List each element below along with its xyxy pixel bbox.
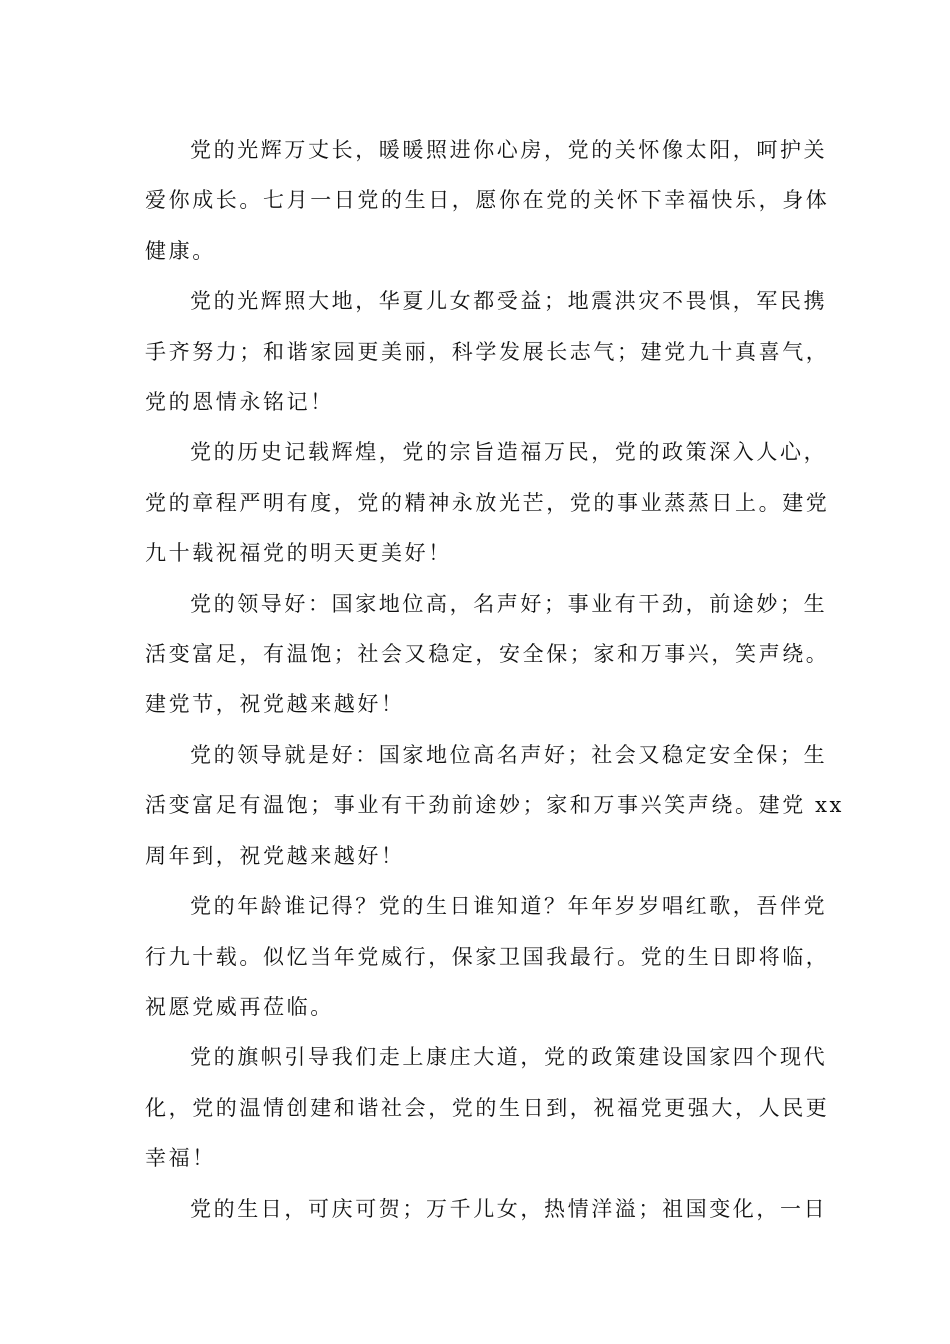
paragraph bbox=[145, 276, 830, 427]
text-line: 党的光辉万丈长，暖暖照进你心房，党的关怀像太阳，呵护关 bbox=[190, 138, 828, 162]
text-line: 建党节，祝党越来越好！ bbox=[145, 692, 405, 717]
paragraph bbox=[145, 730, 844, 881]
paragraph bbox=[145, 427, 830, 578]
text-line: 健康。 bbox=[145, 238, 216, 263]
paragraph bbox=[145, 881, 830, 1032]
text-line: 党的恩情永铭记！ bbox=[145, 390, 334, 415]
text-line: 党的生日，可庆可贺；万千儿女，热情洋溢；祖国变化，一日 bbox=[190, 1196, 828, 1221]
text-line: 党的年龄谁记得？党的生日谁知道？年年岁岁唱红歌，吾伴党 bbox=[190, 894, 828, 919]
paragraph bbox=[145, 1032, 830, 1183]
text-line: 党的领导好：国家地位高，名声好；事业有干劲，前途妙；生 bbox=[190, 591, 828, 616]
text-line: 活变富足，有温饱；社会又稳定，安全保；家和万事兴，笑声绕。 bbox=[145, 642, 830, 667]
text-line: 爱你成长。七月一日党的生日，愿你在党的关怀下幸福快乐，身体 bbox=[145, 188, 830, 213]
text-line: 党的章程严明有度，党的精神永放光芒，党的事业蒸蒸日上。建党 bbox=[145, 490, 830, 515]
text-line: 党的历史记载辉煌，党的宗旨造福万民，党的政策深入人心， bbox=[190, 440, 828, 465]
text-line: 九十载祝福党的明天更美好！ bbox=[145, 541, 452, 566]
text-line: 手齐努力；和谐家园更美丽，科学发展长志气；建党九十真喜气， bbox=[145, 339, 830, 364]
text-line: 幸福！ bbox=[145, 1146, 216, 1171]
document-body bbox=[145, 125, 844, 1234]
text-line: 行九十载。似忆当年党威行，保家卫国我最行。党的生日即将临， bbox=[145, 944, 830, 969]
text-line: 党的旗帜引导我们走上康庄大道，党的政策建设国家四个现代 bbox=[190, 1045, 828, 1070]
text-line: 祝愿党威再莅临。 bbox=[145, 994, 334, 1019]
paragraph bbox=[145, 579, 830, 730]
text-line: 活变富足有温饱；事业有干劲前途妙；家和万事兴笑声绕。建党 xx bbox=[145, 793, 844, 818]
text-line: 周年到，祝党越来越好！ bbox=[145, 843, 405, 868]
paragraph bbox=[145, 1184, 828, 1234]
text-line: 党的领导就是好：国家地位高名声好；社会又稳定安全保；生 bbox=[190, 742, 828, 767]
text-line: 化，党的温情创建和谐社会，党的生日到，祝福党更强大，人民更 bbox=[145, 1095, 830, 1120]
text-line: 党的光辉照大地，华夏儿女都受益；地震洪灾不畏惧，军民携 bbox=[190, 289, 828, 314]
paragraph bbox=[145, 125, 830, 276]
